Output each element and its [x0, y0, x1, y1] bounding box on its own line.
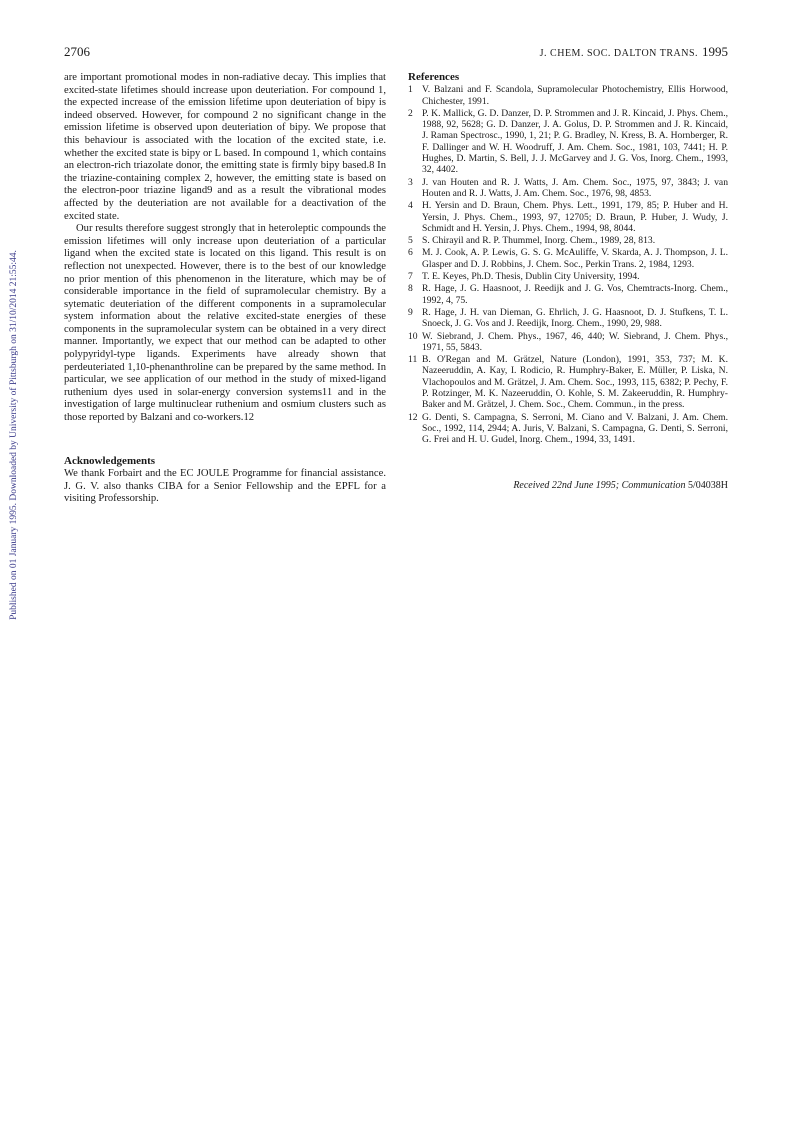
- reference-text: R. Hage, J. G. Haasnoot, J. Reedijk and J. G. Vos, Chemtracts-Inorg. Chem., 1992, 4, 75.: [422, 283, 728, 306]
- reference-text: T. E. Keyes, Ph.D. Thesis, Dublin City University, 1994.: [422, 271, 640, 283]
- reference-number: 8: [408, 283, 413, 295]
- reference-text: H. Yersin and D. Braun, Chem. Phys. Lett., 1991, 179, 85; P. Huber and H. Yersin, J. Phys. Chem., 1993, 97, 12705; D. Braun, P. Huber, J. Wudy, J. Schmidt and H. Yersin, J. Phys. Chem., 1994, 98, 8044.: [422, 200, 728, 234]
- reference-text: G. Denti, S. Campagna, S. Serroni, M. Ciano and V. Balzani, J. Am. Chem. Soc., 1992, 114, 2944; A. Juris, V. Balzani, S. Campagna, G. Denti, S. Serroni, G. Frei and H. U. Gudel, Inorg. Chem., 1994, 33, 1491.: [422, 411, 728, 446]
- reference-item: [408, 354, 728, 410]
- reference-item: [408, 235, 728, 246]
- reference-number: 7: [408, 271, 413, 283]
- journal-name: J. CHEM. SOC. DALTON TRANS.: [539, 48, 698, 59]
- reference-text: P. K. Mallick, G. D. Danzer, D. P. Strommen and J. R. Kincaid, J. Phys. Chem., 1988, 92, 5628; G. D. Danzer, J. A. Golus, D. P. Strommen and J. R. Kincaid, J. Raman Spectrosc., 1990, 1, 21; P. G. Bradley, N. Kress, B. A. Hornberger, R. F. Dallinger and W. H. Woodruff, J. Am. Chem. Soc., 1981, 103, 7441; H. P. Hughes, D. Martin, S. Bell, J. J. McGarvey and J. G. Vos, Inorg. Chem., 1993, 32, 4402.: [422, 107, 728, 176]
- reference-item: [408, 247, 728, 270]
- received-line: [408, 480, 728, 491]
- reference-item: [408, 331, 728, 354]
- communication-id: 5/04038H: [688, 479, 728, 491]
- reference-item: [408, 200, 728, 234]
- reference-item: [408, 412, 728, 446]
- reference-number: 1: [408, 84, 413, 96]
- reference-item: [408, 283, 728, 306]
- reference-text: S. Chirayil and R. P. Thummel, Inorg. Chem., 1989, 28, 813.: [422, 235, 656, 247]
- reference-text: W. Siebrand, J. Chem. Phys., 1967, 46, 440; W. Siebrand, J. Chem. Phys., 1971, 55, 5843.: [422, 330, 728, 353]
- body-paragraph-2: Our results therefore suggest strongly that in heteroleptic compounds the emission lifetimes will only increase upon deuteriation of a particular ligand when the excited state is located on this ligand. This result is on reflection not unexpected. However, there is to the best of our knowledge no prior mention of this phenomenon in the literature, which may be of considerable importance in the field of supramolecular chemistry. By a sytematic deuteriation of the different components in a supramolecular system information about the relative excited-state energies of these components in the supramolecular system can be obtained in a very direct manner. Importantly, we expect that our method can be adapted to other polypyridyl-type ligands. Experiments have already shown that perdeuteriated 1,10-phenanthroline can be prepared by the same method. In particular, we see application of our method in the study of mixed-ligand ruthenium dyes used in solar-energy conversion systems11 and in the investigation of large multinuclear ruthenium and osmium clusters such as those reported by Balzani and co-workers.12: [64, 223, 386, 424]
- page-number: 2706: [64, 44, 90, 59]
- reference-text: M. J. Cook, A. P. Lewis, G. S. G. McAuliffe, V. Skarda, A. J. Thompson, J. L. Glasper and D. J. Robbins, J. Chem. Soc., Perkin Trans. 2, 1984, 1293.: [422, 247, 728, 270]
- right-column: [408, 72, 728, 491]
- acknowledgements-text: We thank Forbairt and the EC JOULE Programme for financial assistance. J. G. V. also thanks CIBA for a Senior Fellowship and the EPFL for a visiting Professorship.: [64, 468, 386, 505]
- reference-number: 4: [408, 200, 413, 212]
- journal-header: [540, 44, 728, 60]
- references-list: [408, 84, 728, 445]
- reference-item: [408, 177, 728, 200]
- reference-text: V. Balzani and F. Scandola, Supramolecular Photochemistry, Ellis Horwood, Chichester, 1991.: [422, 84, 728, 107]
- reference-item: [408, 108, 728, 176]
- reference-text: J. van Houten and R. J. Watts, J. Am. Chem. Soc., 1975, 97, 3843; J. van Houten and R. J. Watts, J. Am. Chem. Soc., 1976, 98, 4853.: [422, 176, 728, 199]
- reference-number: 12: [408, 411, 418, 423]
- received-date: Received 22nd June 1995; Communication: [513, 479, 686, 491]
- reference-number: 5: [408, 235, 413, 247]
- reference-text: R. Hage, J. H. van Dieman, G. Ehrlich, J. G. Haasnoot, D. J. Stufkens, T. L. Snoeck, J. G. Vos and J. Reedijk, Inorg. Chem., 1990, 29, 988.: [422, 306, 728, 330]
- download-stamp: [6, 210, 22, 660]
- acknowledgements-heading: Acknowledgements: [64, 454, 156, 467]
- reference-number: 9: [408, 306, 413, 318]
- reference-number: 10: [408, 330, 418, 342]
- journal-year: 1995: [702, 44, 728, 59]
- reference-number: 3: [408, 176, 413, 188]
- reference-item: [408, 307, 728, 330]
- download-stamp-text: Published on 01 January 1995. Downloaded by University of Pittsburgh on 31/10/2014 21:55:44.: [9, 250, 19, 620]
- reference-item: [408, 271, 728, 282]
- reference-number: 2: [408, 107, 413, 119]
- reference-number: 11: [408, 354, 418, 366]
- left-column: [64, 72, 386, 506]
- reference-number: 6: [408, 247, 413, 259]
- references-heading: References: [408, 71, 460, 83]
- reference-item: [408, 84, 728, 107]
- reference-text: B. O'Regan and M. Grätzel, Nature (London), 1991, 353, 737; M. K. Nazeeruddin, A. Kay, I. Rodicio, R. Humphry-Baker, E. Müller, P. Liska, N. Vlachopoulos and M. Grätzel, J. Am. Chem. Soc., 1993, 115, 6382; P. Pechy, F. P. Rotzinger, M. K. Nazeeruddin, O. Kohle, S. M. Zakeeruddin, R. Humphry-Baker and M. Grätzel, J. Chem. Soc., Chem. Commun., in the press.: [422, 354, 728, 411]
- body-paragraph-1: are important promotional modes in non-radiative decay. This implies that excited-state lifetimes should increase upon deuteriation. For compound 1, the expected increase of the emission lifetime upon deuteriation of bipy is indeed observed. However, for compound 2 no significant change in the emission lifetime is observed upon deuteriation of bipy. We propose that this behaviour is associated with the location of the excited state, i.e. whether the excited state is bipy or L based. In compound 1, which contains an electron-rich triazolate donor, the emitting state is firmly bipy based.8 In the triazine-containing complex 2, however, the emitting state is based on the electron-poor triazine ligand9 and as a result the vibrational modes affected by the deuteriation are not available for a deactivation of the excited state.: [64, 72, 386, 222]
